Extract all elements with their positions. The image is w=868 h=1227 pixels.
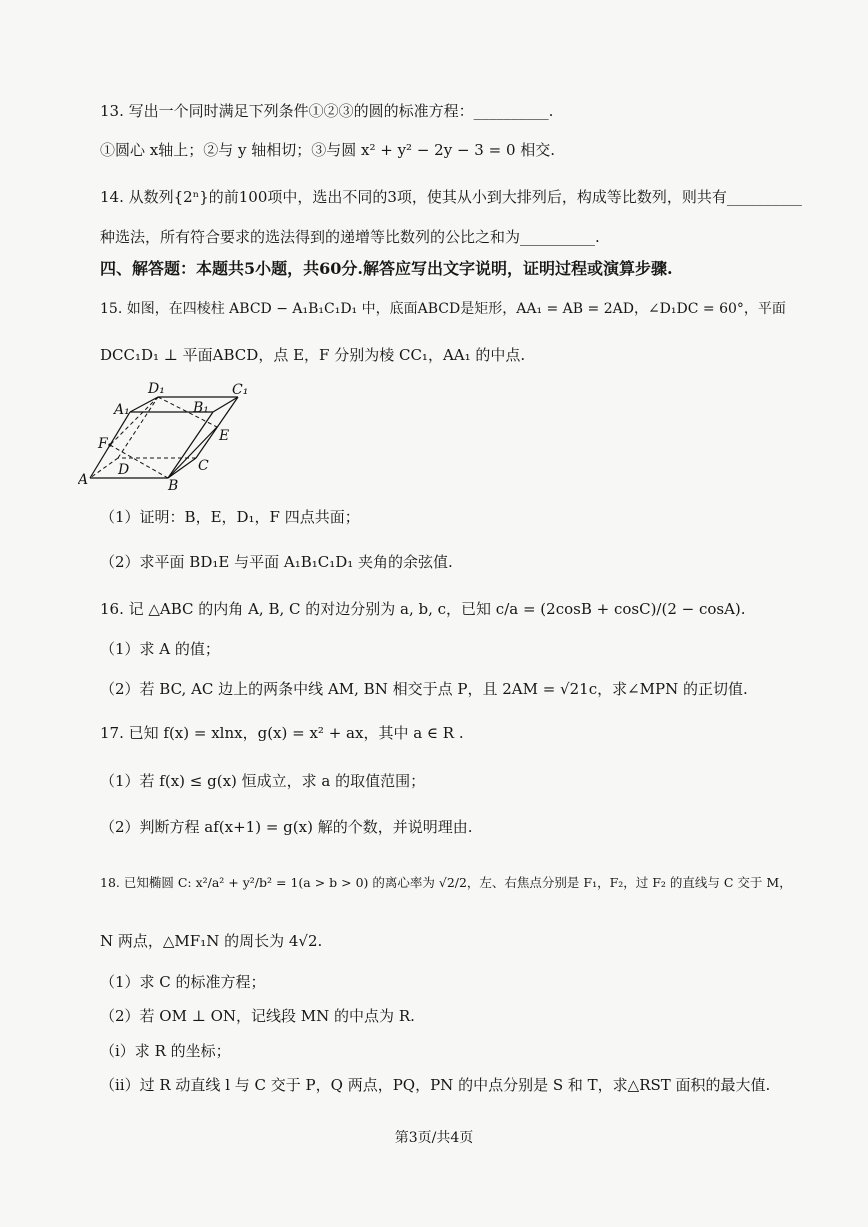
q15-part2: （2）求平面 BD₁E 与平面 A₁B₁C₁D₁ 夹角的余弦值. [100,553,453,571]
label-b: B [168,478,179,494]
label-b1: B₁ [193,400,209,416]
q17-part2: （2）判断方程 af(x+1) = g(x) 解的个数，并说明理由. [100,818,473,836]
q14-line2: 种选法，所有符合要求的选法得到的递增等比数列的公比之和为__________. [100,228,600,246]
point-f [108,443,111,446]
q18-part1: （1）求 C 的标准方程； [100,973,266,991]
label-e: E [219,428,230,444]
q13-line2: ①圆心 x轴上；②与 y 轴相切；③与圆 x² + y² − 2y − 3 = 0 相交. [100,141,556,159]
label-d1: D₁ [148,381,165,397]
line-be [168,427,217,478]
edge-d1a1 [130,397,158,412]
q15-line1: 15. 如图，在四棱柱 ABCD − A₁B₁C₁D₁ 中，底面ABCD是矩形，AA₁ = AB = 2AD，∠D₁DC = 60°，平面 [100,301,786,317]
edge-da [90,458,118,478]
prism-figure [78,380,268,495]
q18-part2: （2）若 OM ⊥ ON，记线段 MN 的中点为 R. [100,1007,415,1025]
q17-line1: 17. 已知 f(x) = xlnx，g(x) = x² + ax，其中 a ∈ R . [100,724,464,742]
label-f: F [98,436,108,452]
label-c1: C₁ [232,382,249,398]
label-a1: A₁ [114,402,130,418]
q17-part1: （1）若 f(x) ≤ g(x) 恒成立，求 a 的取值范围； [100,772,426,790]
label-c: C [198,458,209,474]
edge-bc [168,458,196,478]
q15-line2: DCC₁D₁ ⊥ 平面ABCD，点 E，F 分别为棱 CC₁，AA₁ 的中点. [100,346,526,364]
q18-line1: 18. 已知椭圆 C: x²/a² + y²/b² = 1(a > b > 0) 的离心率为 √2/2，左、右焦点分别是 F₁，F₂，过 F₂ 的直线与 C 交于 M， [100,875,792,890]
q16-part2: （2）若 BC, AC 边上的两条中线 AM, BN 相交于点 P，且 2AM = √21c，求∠MPN 的正切值. [100,680,748,698]
q15-part1: （1）证明：B，E，D₁，F 四点共面； [100,508,360,526]
section4-heading: 四、解答题：本题共5小题，共60分.解答应写出文字说明，证明过程或演算步骤. [100,259,673,278]
q16-part1: （1）求 A 的值； [100,640,220,658]
q14-line1: 14. 从数列{2ⁿ}的前100项中，选出不同的3项，使其从小到大排列后，构成等比数列，则共有__________ [100,188,802,206]
q13-line1: 13. 写出一个同时满足下列条件①②③的圆的标准方程：__________. [100,102,554,120]
q18-sub1: （ⅰ）求 R 的坐标； [100,1042,231,1060]
label-d: D [118,462,130,478]
edge-b1c1 [213,397,238,412]
label-a: A [78,472,89,488]
q18-sub2: （ⅱ）过 R 动直线 l 与 C 交于 P，Q 两点，PQ，PN 的中点分别是 S 和 T，求△RST 面积的最大值. [100,1076,771,1094]
q18-line2: N 两点，△MF₁N 的周长为 4√2. [100,932,323,950]
q16-line1: 16. 记 △ABC 的内角 A, B, C 的对边分别为 a, b, c，已知 c/a = (2cosB + cosC)/(2 − cosA). [100,600,746,618]
page-number: 第3页/共4页 [394,1130,474,1146]
